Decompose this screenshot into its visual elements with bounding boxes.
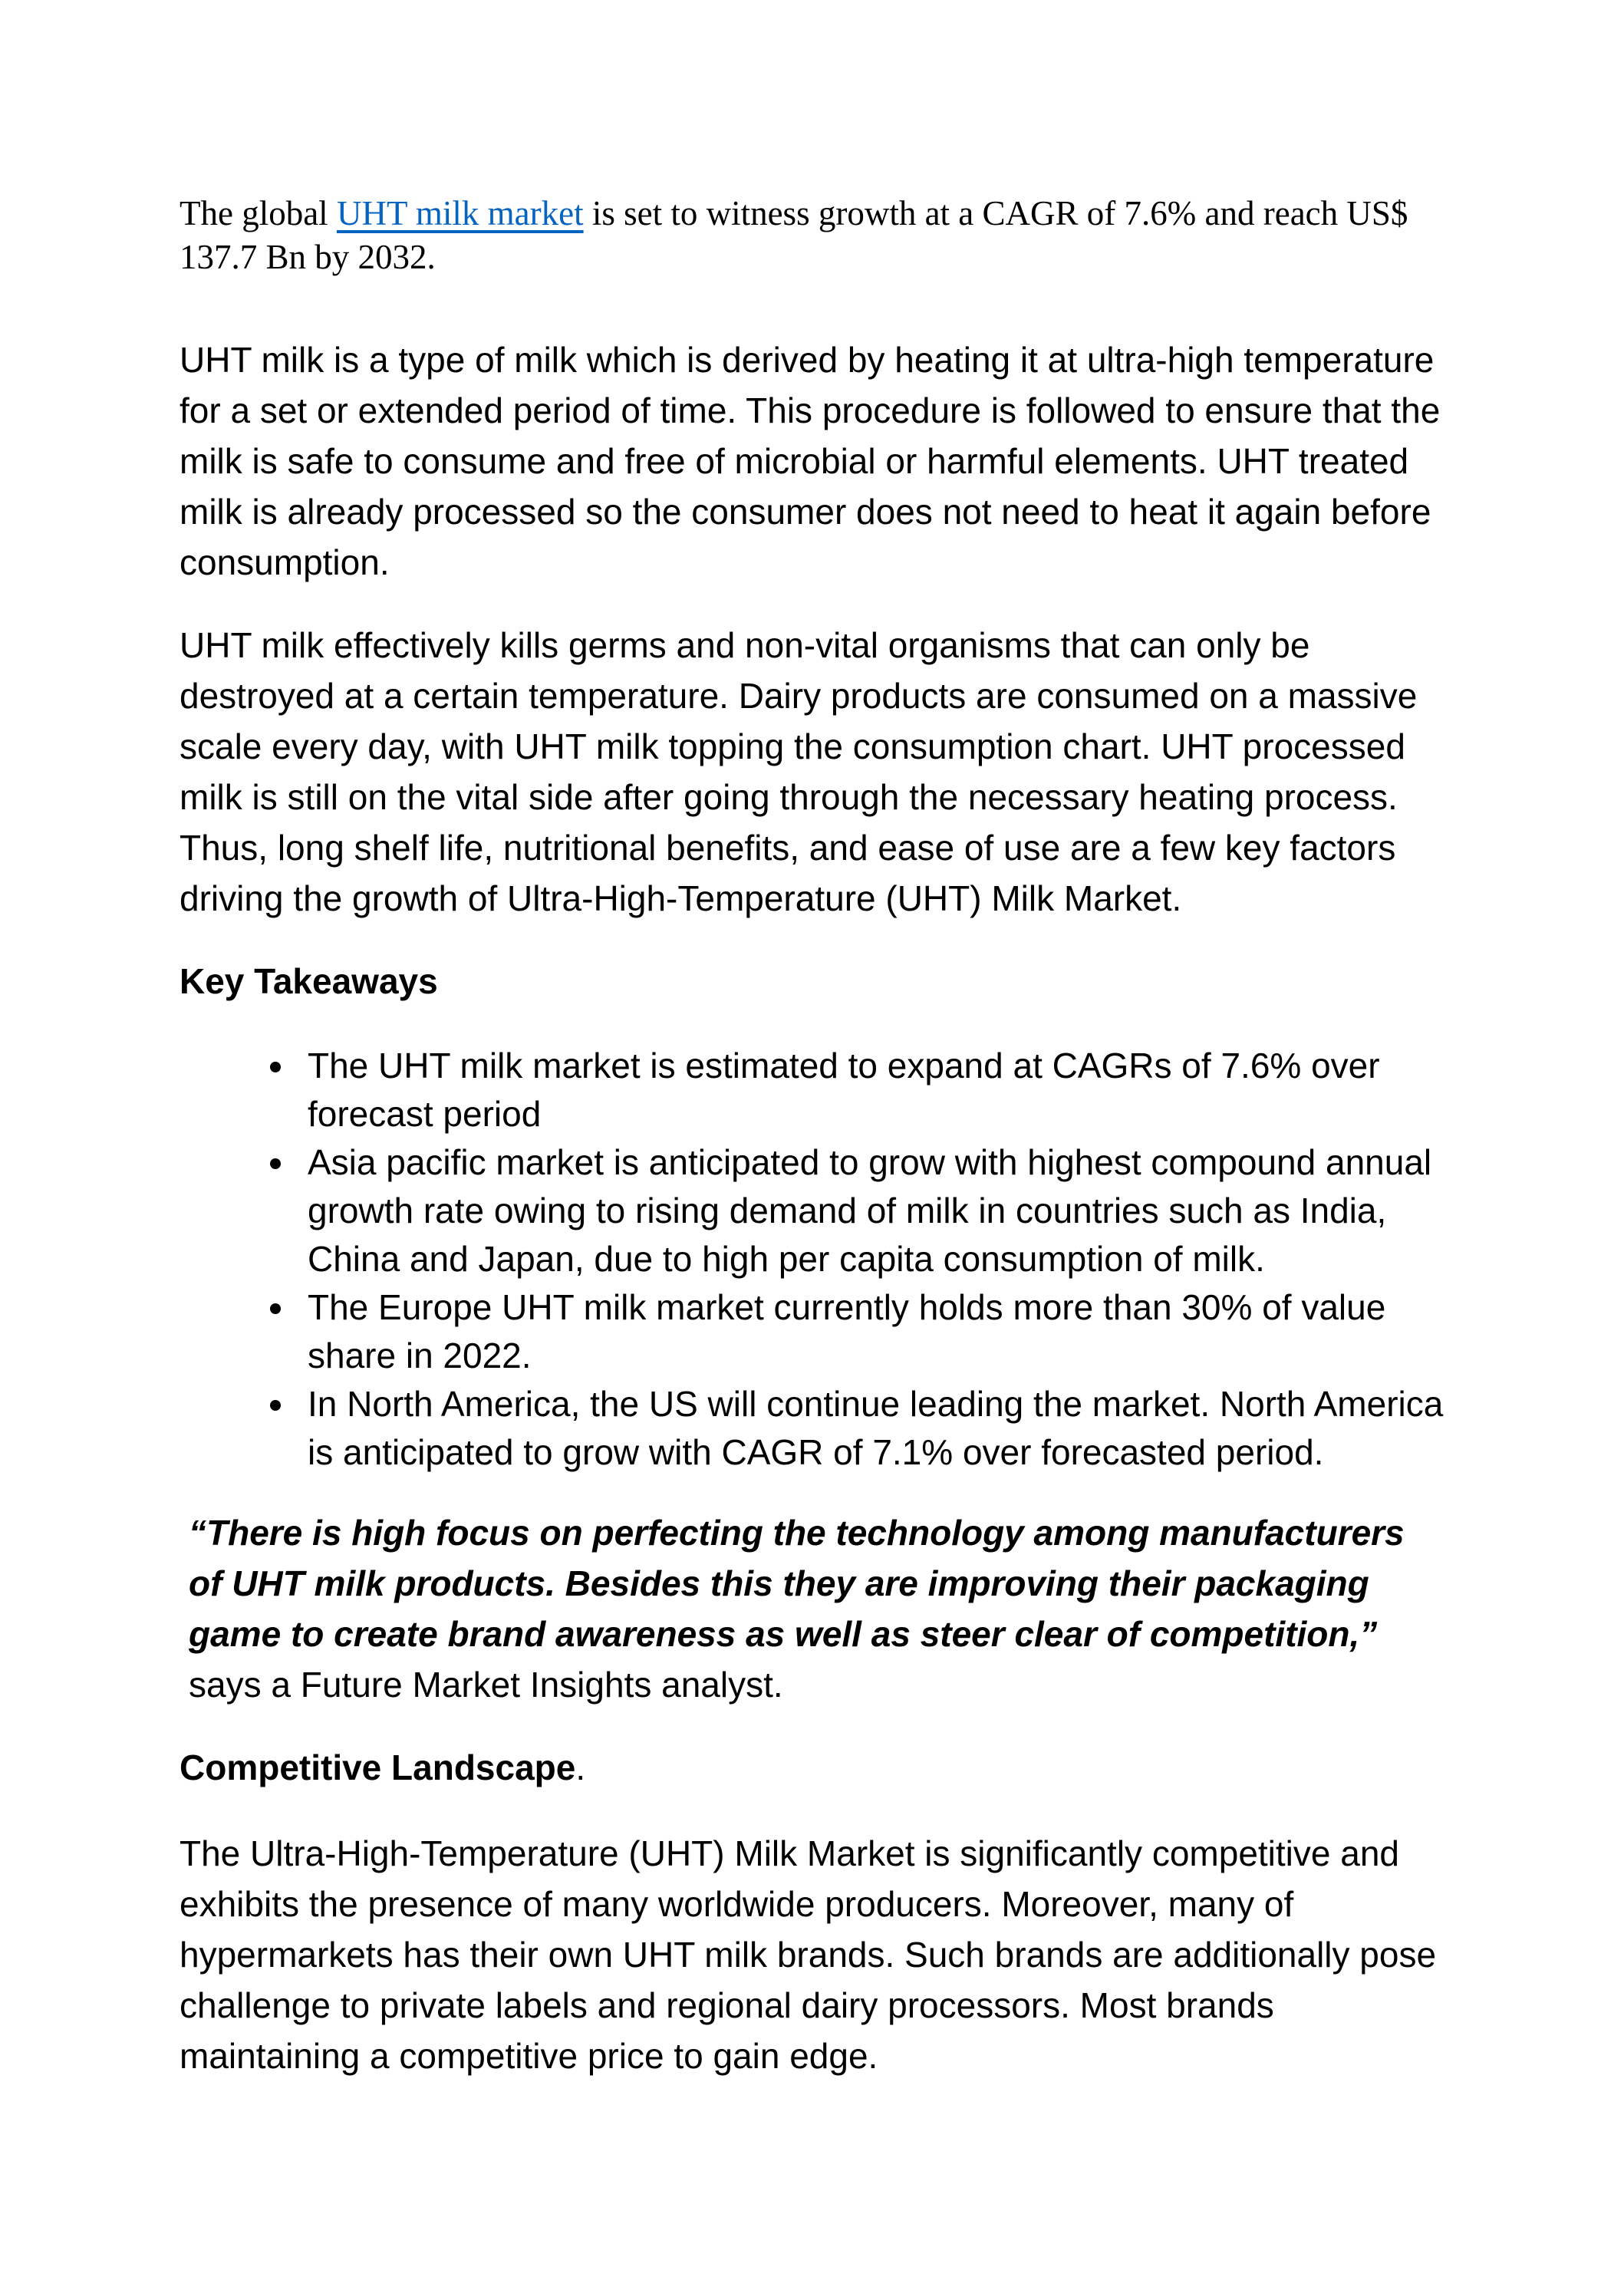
competitive-landscape-heading-text: Competitive Landscape (180, 1748, 576, 1787)
takeaway-item-asia-pacific: • Asia pacific market is anticipated to grow with highest compound annual growth rate owing to rising demand of milk in countries such as India, China and Japan, due to high per capita consumption of milk. (297, 1138, 1444, 1283)
competitive-landscape-heading-period: . (575, 1748, 586, 1787)
analyst-quote (180, 1507, 1444, 1710)
intro-paragraph (180, 192, 1444, 279)
uht-milk-market-link[interactable]: UHT milk market (336, 194, 584, 232)
intro-text-before: The global (180, 194, 337, 232)
paragraph-competitive-landscape: The Ultra-High-Temperature (UHT) Milk Market is significantly competitive and exhibits the presence of many worldwide producers. Moreover, many of hypermarkets has their own UHT milk brands. Such brands are additionally pose challenge to private labels and regional dairy processors. Most brands maintaining a competitive price to gain edge. (180, 1833, 1437, 2076)
paragraph-uht-benefits: UHT milk effectively kills germs and non-vital organisms that can only be destroyed at a certain temperature. Dairy products are consumed on a massive scale every day, with UHT milk topping the consumption chart. UHT processed milk is still on the vital side after going through the necessary heating process. Thus, long shelf life, nutritional benefits, and ease of use are a few key factors driving the growth of Ultra-High-Temperature (UHT) Milk Market. (180, 625, 1418, 918)
takeaway-item-europe: • The Europe UHT milk market currently holds more than 30% of value share in 2022. (297, 1283, 1444, 1380)
takeaway-item-cagr: • The UHT milk market is estimated to expand at CAGRs of 7.6% over forecast period (297, 1042, 1444, 1138)
key-takeaways-list (180, 1042, 1444, 1477)
key-takeaways-heading: Key Takeaways (180, 961, 438, 1001)
paragraph-uht-definition: UHT milk is a type of milk which is derived by heating it at ultra-high temperature for a set or extended period of time. This procedure is followed to ensure that the milk is safe to consume and free of microbial or harmful elements. UHT treated milk is already processed so the consumer does not need to heat it again before consumption. (180, 340, 1441, 582)
intro-text-after: is set to witness growth at a CAGR of 7.6% and reach US$ 137.7 Bn by 2032. (180, 194, 1408, 276)
quote-attribution-text: says a Future Market Insights analyst. (189, 1665, 783, 1705)
competitive-landscape-heading (180, 1742, 1444, 1793)
takeaway-item-north-america: • In North America, the US will continue leading the market. North America is anticipated to grow with CAGR of 7.1% over forecasted period. (297, 1380, 1444, 1477)
quote-emphasis-text: “There is high focus on perfecting the technology among manufacturers of UHT milk products. Besides this they are improving their packaging game to create brand awareness as well as steer clear of competition,” (189, 1513, 1405, 1654)
